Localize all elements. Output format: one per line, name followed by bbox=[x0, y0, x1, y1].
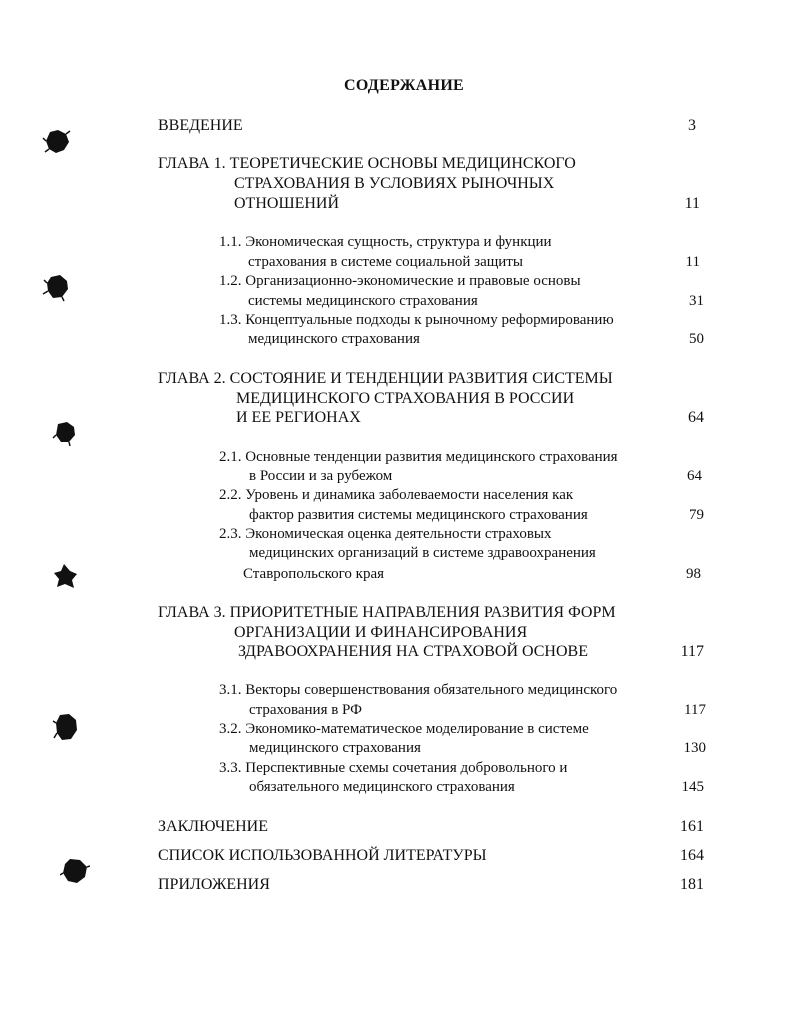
toc-section-2-2-page: 79 bbox=[689, 507, 704, 523]
toc-appendix-page: 181 bbox=[680, 876, 704, 893]
toc-chapter-3-line-2[interactable]: ОРГАНИЗАЦИИ И ФИНАНСИРОВАНИЯ bbox=[234, 624, 528, 641]
binder-hole-mark-icon bbox=[42, 128, 72, 156]
toc-section-2-3-line-1[interactable]: 2.3. Экономическая оценка деятельности страховых bbox=[219, 526, 552, 542]
toc-section-3-3-line-1[interactable]: 3.3. Перспективные схемы сочетания добровольного и bbox=[219, 760, 568, 776]
binder-hole-mark-icon bbox=[60, 856, 90, 886]
toc-section-3-1-line-1[interactable]: 3.1. Векторы совершенствования обязательного медицинского bbox=[219, 682, 618, 698]
toc-section-3-2-line-2[interactable]: медицинского страхования bbox=[249, 740, 421, 756]
toc-section-3-3-page: 145 bbox=[681, 779, 704, 795]
toc-section-1-1-line-1[interactable]: 1.1. Экономическая сущность, структура и функции bbox=[219, 234, 552, 250]
toc-section-3-1-line-2[interactable]: страхования в РФ bbox=[249, 702, 362, 718]
toc-chapter-3-line-1[interactable]: ГЛАВА 3. ПРИОРИТЕТНЫЕ НАПРАВЛЕНИЯ РАЗВИТИЯ ФОРМ bbox=[158, 604, 616, 621]
toc-section-3-2-line-1[interactable]: 3.2. Экономико-математическое моделирование в системе bbox=[219, 721, 589, 737]
toc-appendix-label[interactable]: ПРИЛОЖЕНИЯ bbox=[158, 876, 270, 893]
toc-section-2-3-line-2[interactable]: медицинских организаций в системе здравоохранения bbox=[249, 545, 596, 561]
toc-chapter-1-line-3[interactable]: ОТНОШЕНИЙ bbox=[234, 195, 340, 212]
toc-section-1-3-line-2[interactable]: медицинского страхования bbox=[248, 331, 420, 347]
toc-section-1-2-line-2[interactable]: системы медицинского страхования bbox=[248, 293, 478, 309]
toc-chapter-2-line-3[interactable]: И ЕЕ РЕГИОНАХ bbox=[236, 409, 361, 426]
toc-section-3-2-page: 130 bbox=[683, 740, 706, 756]
toc-intro-label[interactable]: ВВЕДЕНИЕ bbox=[158, 117, 243, 134]
toc-chapter-2-line-2[interactable]: МЕДИЦИНСКОГО СТРАХОВАНИЯ В РОССИИ bbox=[236, 390, 575, 407]
toc-chapter-2-page: 64 bbox=[688, 409, 704, 426]
toc-section-1-1-line-2[interactable]: страхования в системе социальной защиты bbox=[248, 254, 523, 270]
binder-hole-mark-icon bbox=[42, 272, 72, 302]
toc-section-3-3-line-2[interactable]: обязательного медицинского страхования bbox=[249, 779, 515, 795]
toc-section-1-3-page: 50 bbox=[689, 331, 704, 347]
toc-section-1-2-line-1[interactable]: 1.2. Организационно-экономические и правовые основы bbox=[219, 273, 581, 289]
toc-section-2-1-page: 64 bbox=[687, 468, 702, 484]
toc-section-2-3-line-3[interactable]: Ставропольского края bbox=[243, 566, 384, 582]
toc-section-2-1-line-2[interactable]: в России и за рубежом bbox=[249, 468, 393, 484]
toc-chapter-1-page: 11 bbox=[684, 195, 700, 212]
toc-section-2-2-line-2[interactable]: фактор развития системы медицинского страхования bbox=[249, 507, 588, 523]
page-title: СОДЕРЖАНИЕ bbox=[344, 77, 465, 94]
binder-hole-mark-icon bbox=[52, 712, 80, 744]
toc-section-2-3-page: 98 bbox=[686, 566, 701, 582]
toc-section-1-1-page: 11 bbox=[685, 254, 700, 270]
toc-section-3-1-page: 117 bbox=[684, 702, 706, 718]
toc-chapter-3-line-3[interactable]: ЗДРАВООХРАНЕНИЯ НА СТРАХОВОЙ ОСНОВЕ bbox=[238, 643, 588, 660]
toc-chapter-2-line-1[interactable]: ГЛАВА 2. СОСТОЯНИЕ И ТЕНДЕНЦИИ РАЗВИТИЯ СИСТЕМЫ bbox=[158, 370, 613, 387]
toc-chapter-1-line-2[interactable]: СТРАХОВАНИЯ В УСЛОВИЯХ РЫНОЧНЫХ bbox=[234, 175, 555, 192]
toc-section-2-1-line-1[interactable]: 2.1. Основные тенденции развития медицинского страхования bbox=[219, 449, 618, 465]
toc-intro-page: 3 bbox=[688, 117, 696, 134]
toc-chapter-3-page: 117 bbox=[680, 643, 704, 660]
toc-chapter-1-line-1[interactable]: ГЛАВА 1. ТЕОРЕТИЧЕСКИЕ ОСНОВЫ МЕДИЦИНСКОГО bbox=[158, 155, 576, 172]
toc-section-2-2-line-1[interactable]: 2.2. Уровень и динамика заболеваемости населения как bbox=[219, 487, 574, 503]
toc-section-1-3-line-1[interactable]: 1.3. Концептуальные подходы к рыночному реформированию bbox=[219, 312, 614, 328]
toc-section-1-2-page: 31 bbox=[689, 293, 704, 309]
binder-hole-mark-icon bbox=[52, 420, 78, 446]
binder-hole-mark-icon bbox=[52, 562, 80, 592]
toc-conclusion-label[interactable]: ЗАКЛЮЧЕНИЕ bbox=[158, 818, 268, 835]
toc-conclusion-page: 161 bbox=[680, 818, 704, 835]
toc-references-label[interactable]: СПИСОК ИСПОЛЬЗОВАННОЙ ЛИТЕРАТУРЫ bbox=[158, 847, 487, 864]
toc-references-page: 164 bbox=[680, 847, 704, 864]
